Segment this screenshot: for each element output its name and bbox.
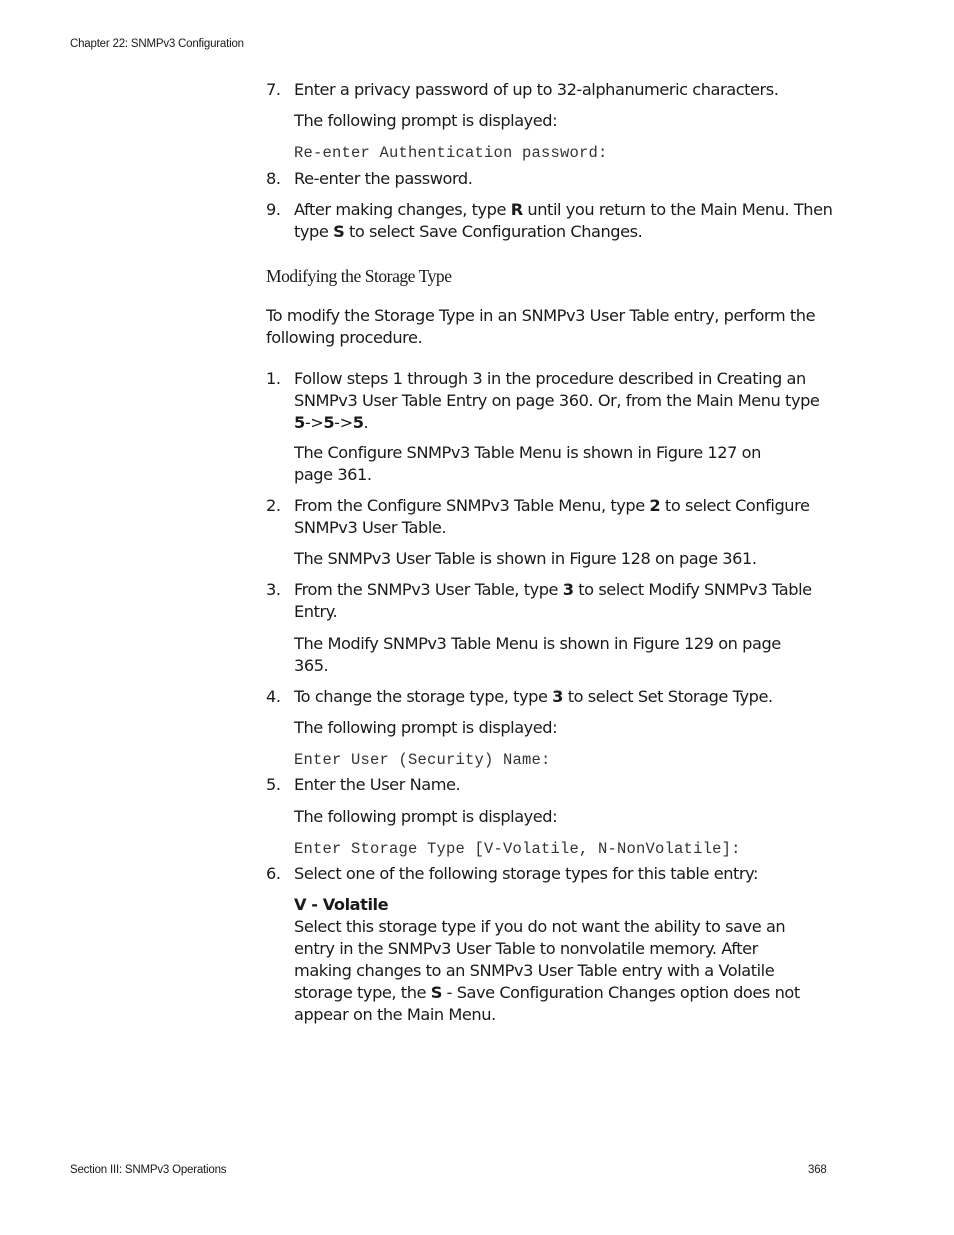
step-note: The following prompt is displayed: <box>294 718 558 737</box>
step-text: Select one of the following storage types for this table entry: <box>294 864 759 883</box>
step-number: 3. <box>266 580 281 599</box>
definition-term: V - Volatile <box>294 895 389 914</box>
step-text: To change the storage type, type 3 to select Set Storage Type. <box>294 687 773 706</box>
step-text: Follow steps 1 through 3 in the procedure described in Creating an SNMPv3 User Table Entry on page 360. Or, from the Main Menu type 5->5->5. <box>294 369 820 432</box>
step-number: 1. <box>266 369 281 388</box>
intro-paragraph: To modify the Storage Type in an SNMPv3 User Table entry, perform the following procedure. <box>266 306 816 347</box>
step-text: Enter a privacy password of up to 32-alphanumeric characters. <box>294 80 779 99</box>
step-number: 8. <box>266 169 281 188</box>
step-note: The Configure SNMPv3 Table Menu is shown in Figure 127 on page 361. <box>294 443 761 484</box>
step-number: 7. <box>266 80 281 99</box>
step-number: 5. <box>266 775 281 794</box>
step-number: 4. <box>266 687 281 706</box>
step-number: 2. <box>266 496 281 515</box>
page-number: 368 <box>808 1164 827 1176</box>
step-note: The following prompt is displayed: <box>294 111 558 130</box>
console-prompt: Enter Storage Type [V-Volatile, N-NonVolatile]: <box>294 840 741 858</box>
step-text: Re-enter the password. <box>294 169 473 188</box>
section-heading: Modifying the Storage Type <box>266 266 452 286</box>
step-text: Enter the User Name. <box>294 775 461 794</box>
step-text: After making changes, type R until you return to the Main Menu. Then type S to select Save Configuration Changes. <box>294 200 833 241</box>
page-footer-section: Section III: SNMPv3 Operations <box>70 1164 227 1176</box>
definition-description: Select this storage type if you do not want the ability to save an entry in the SNMPv3 User Table to nonvolatile memory. After making changes to an SNMPv3 User Table entry with a Volatile storage type, the S - Save Configuration Changes option does not appear on the Main Menu. <box>294 917 800 1024</box>
console-prompt: Enter User (Security) Name: <box>294 751 551 769</box>
step-note: The SNMPv3 User Table is shown in Figure 128 on page 361. <box>294 549 757 568</box>
step-number: 6. <box>266 864 281 883</box>
console-prompt: Re-enter Authentication password: <box>294 144 608 162</box>
step-text: From the SNMPv3 User Table, type 3 to select Modify SNMPv3 Table Entry. <box>294 580 812 621</box>
step-note: The Modify SNMPv3 Table Menu is shown in Figure 129 on page 365. <box>294 634 781 675</box>
step-number: 9. <box>266 200 281 219</box>
step-note: The following prompt is displayed: <box>294 807 558 826</box>
page-header: Chapter 22: SNMPv3 Configuration <box>70 38 244 50</box>
step-text: From the Configure SNMPv3 Table Menu, type 2 to select Configure SNMPv3 User Table. <box>294 496 810 537</box>
